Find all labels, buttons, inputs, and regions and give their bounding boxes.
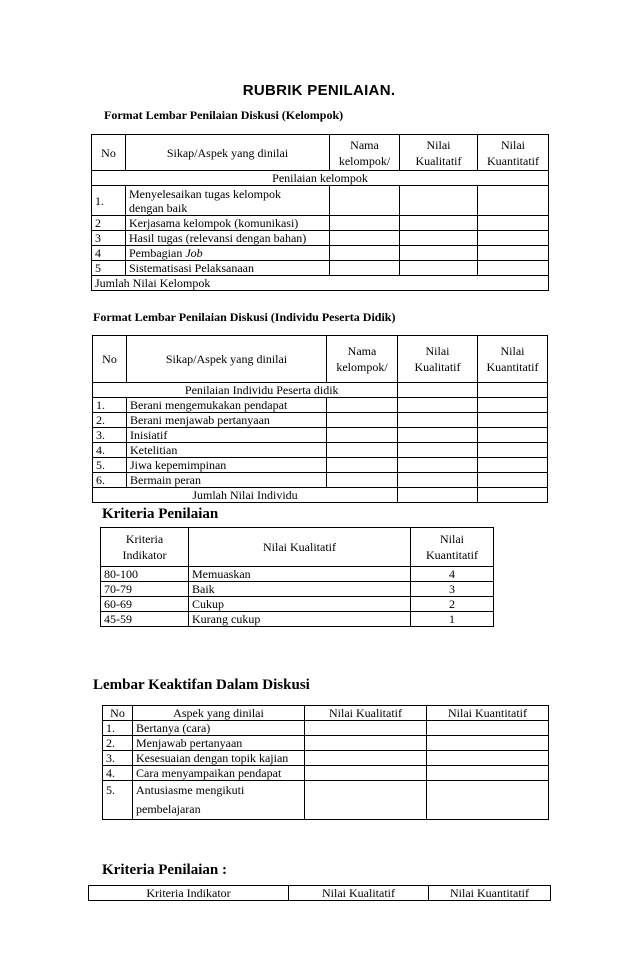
- table-row: 80-100 Memuaskan 4: [101, 567, 494, 582]
- header-kualitatif: Nilai Kualitatif: [398, 336, 478, 383]
- table-row: 4. Ketelitian: [93, 443, 548, 458]
- total-row: Jumlah Nilai Kelompok: [92, 276, 549, 291]
- header-aspek: Aspek yang dinilai: [133, 706, 305, 721]
- header-no: No: [92, 135, 126, 171]
- table-row: 4. Cara menyampaikan pendapat: [103, 766, 549, 781]
- table-row: 5. Antusiasme mengikuti pembelajaran: [103, 781, 549, 820]
- header-no: No: [93, 336, 127, 383]
- header-aspek: Sikap/Aspek yang dinilai: [126, 135, 330, 171]
- table-row: 3. Kesesuaian dengan topik kajian: [103, 751, 549, 766]
- header-nama: Nama kelompok/: [327, 336, 398, 383]
- individual-assessment-table: [92, 335, 548, 503]
- table-row: 1. Berani mengemukakan pendapat: [93, 398, 548, 413]
- table-row: 3 Hasil tugas (relevansi dengan bahan): [92, 231, 549, 246]
- row-aspek: Menyelesaikan tugas kelompok dengan baik: [126, 186, 330, 216]
- activity-table: [102, 705, 549, 820]
- table-row: 1. Bertanya (cara): [103, 721, 549, 736]
- subheader: Penilaian Individu Peserta didik: [127, 383, 398, 398]
- page-title: RUBRIK PENILAIAN.: [242, 82, 396, 99]
- header-kriteria: Kriteria Indikator: [89, 886, 289, 901]
- header-kriteria: Kriteria Indikator: [101, 528, 189, 567]
- header-nama: Nama kelompok/: [330, 135, 400, 171]
- table-row: 45-59 Kurang cukup 1: [101, 612, 494, 627]
- total-row: Jumlah Nilai Individu: [93, 488, 398, 503]
- header-kualitatif: Nilai Kualitatif: [289, 886, 429, 901]
- section5-heading: Kriteria Penilaian :: [102, 862, 227, 878]
- table-row: 5 Sistematisasi Pelaksanaan: [92, 261, 549, 276]
- header-kuantitatif: Nilai Kuantitatif: [478, 336, 548, 383]
- table-row: 2. Berani menjawab pertanyaan: [93, 413, 548, 428]
- header-aspek: Sikap/Aspek yang dinilai: [127, 336, 327, 383]
- section4-heading: Lembar Keaktifan Dalam Diskusi: [93, 677, 310, 693]
- subheader: Penilaian kelompok: [92, 171, 549, 186]
- table-row: 4 Pembagian Job: [92, 246, 549, 261]
- header-kualitatif: Nilai Kualitatif: [400, 135, 478, 171]
- section3-heading: Kriteria Penilaian: [102, 506, 219, 522]
- group-assessment-table: [91, 134, 549, 291]
- table-row: 60-69 Cukup 2: [101, 597, 494, 612]
- table-row: 2 Kerjasama kelompok (komunikasi): [92, 216, 549, 231]
- table-row: 2. Menjawab pertanyaan: [103, 736, 549, 751]
- header-kualitatif: Nilai Kualitatif: [305, 706, 427, 721]
- table-row: 6. Bermain peran: [93, 473, 548, 488]
- table-row: 5. Jiwa kepemimpinan: [93, 458, 548, 473]
- section1-heading: Format Lembar Penilaian Diskusi (Kelompok): [104, 108, 344, 122]
- header-kuantitatif: Nilai Kuantitatif: [427, 706, 549, 721]
- section2-heading: Format Lembar Penilaian Diskusi (Individu Peserta Didik): [93, 310, 396, 324]
- table-row: 1. Menyelesaikan tugas kelompok dengan baik: [92, 186, 549, 216]
- criteria-table-2: [88, 885, 551, 901]
- header-kuantitatif: Nilai Kuantitatif: [478, 135, 549, 171]
- table-row: 70-79 Baik 3: [101, 582, 494, 597]
- header-kualitatif: Nilai Kualitatif: [189, 528, 411, 567]
- criteria-table: [100, 527, 494, 627]
- header-kuantitatif: Nilai Kuantitatif: [429, 886, 551, 901]
- table-row: 3. Inisiatif: [93, 428, 548, 443]
- header-kuantitatif: Nilai Kuantitatif: [411, 528, 494, 567]
- header-no: No: [103, 706, 133, 721]
